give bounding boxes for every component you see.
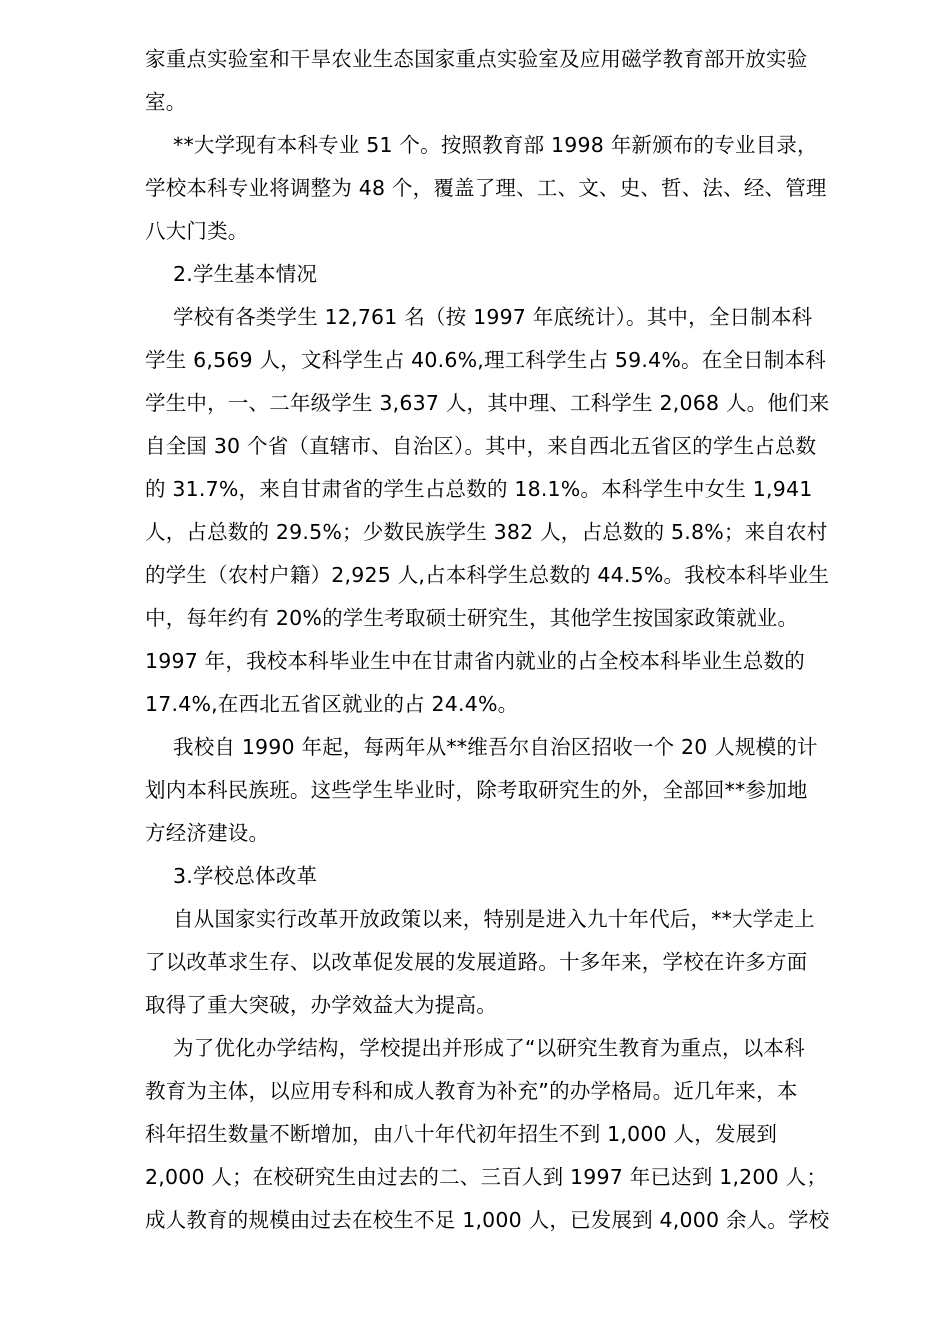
text-line: 教育为主体，以应用专科和成人教育为补充”的办学格局。近几年来，本 — [145, 1079, 798, 1103]
text-line: 人，占总数的 29.5%；少数民族学生 382 人，占总数的 5.8%；来自农村 — [145, 520, 828, 544]
text-line: 家重点实验室和干旱农业生态国家重点实验室及应用磁学教育部开放实验 — [145, 47, 808, 71]
text-line: 自全国 30 个省（直辖市、自治区）。其中，来自西北五省区的学生占总数 — [145, 434, 817, 458]
text-line: 的学生（农村户籍）2,925 人,占本科学生总数的 44.5%。我校本科毕业生 — [145, 563, 830, 587]
text-line: 学校本科专业将调整为 48 个，覆盖了理、工、文、史、哲、法、经、管理 — [145, 176, 827, 200]
text-line: 了以改革求生存、以改革促发展的发展道路。十多年来，学校在许多方面 — [145, 950, 808, 974]
text-line: 取得了重大突破，办学效益大为提高。 — [145, 993, 497, 1017]
text-line: 的 31.7%，来自甘肃省的学生占总数的 18.1%。本科学生中女生 1,941 — [145, 477, 813, 501]
text-line: 成人教育的规模由过去在校生不足 1,000 人，已发展到 4,000 余人。学校 — [145, 1208, 830, 1232]
text-line: 17.4%,在西北五省区就业的占 24.4%。 — [145, 692, 519, 716]
text-line: 2.学生基本情况 — [173, 262, 318, 286]
text-line: 方经济建设。 — [145, 821, 270, 845]
text-line: 自从国家实行改革开放政策以来，特别是进入九十年代后，**大学走上 — [173, 907, 815, 931]
document-body — [145, 38, 880, 1242]
text-line: 中，每年约有 20%的学生考取硕士研究生，其他学生按国家政策就业。 — [145, 606, 799, 630]
text-line: 划内本科民族班。这些学生毕业时，除考取研究生的外，全部回**参加地 — [145, 778, 808, 802]
text-line: 八大门类。 — [145, 219, 249, 243]
text-line: **大学现有本科专业 51 个。按照教育部 1998 年新颁布的专业目录， — [173, 133, 818, 157]
text-line: 1997 年，我校本科毕业生中在甘肃省内就业的占全校本科毕业生总数的 — [145, 649, 805, 673]
text-line: 学生中，一、二年级学生 3,637 人，其中理、工科学生 2,068 人。他们来 — [145, 391, 830, 415]
text-line: 学校有各类学生 12,761 名（按 1997 年底统计）。其中，全日制本科 — [173, 305, 813, 329]
text-line: 学生 6,569 人，文科学生占 40.6%,理工科学生占 59.4%。在全日制本科 — [145, 348, 826, 372]
text-line: 3.学校总体改革 — [173, 864, 318, 888]
text-line: 为了优化办学结构，学校提出并形成了“以研究生教育为重点，以本科 — [173, 1036, 805, 1060]
text-line: 室。 — [145, 90, 187, 114]
document-page — [145, 38, 880, 1242]
text-line: 我校自 1990 年起，每两年从**维吾尔自治区招收一个 20 人规模的计 — [173, 735, 818, 759]
text-line: 2,000 人；在校研究生由过去的二、三百人到 1997 年已达到 1,200 人； — [145, 1165, 828, 1189]
text-line: 科年招生数量不断增加，由八十年代初年招生不到 1,000 人，发展到 — [145, 1122, 778, 1146]
